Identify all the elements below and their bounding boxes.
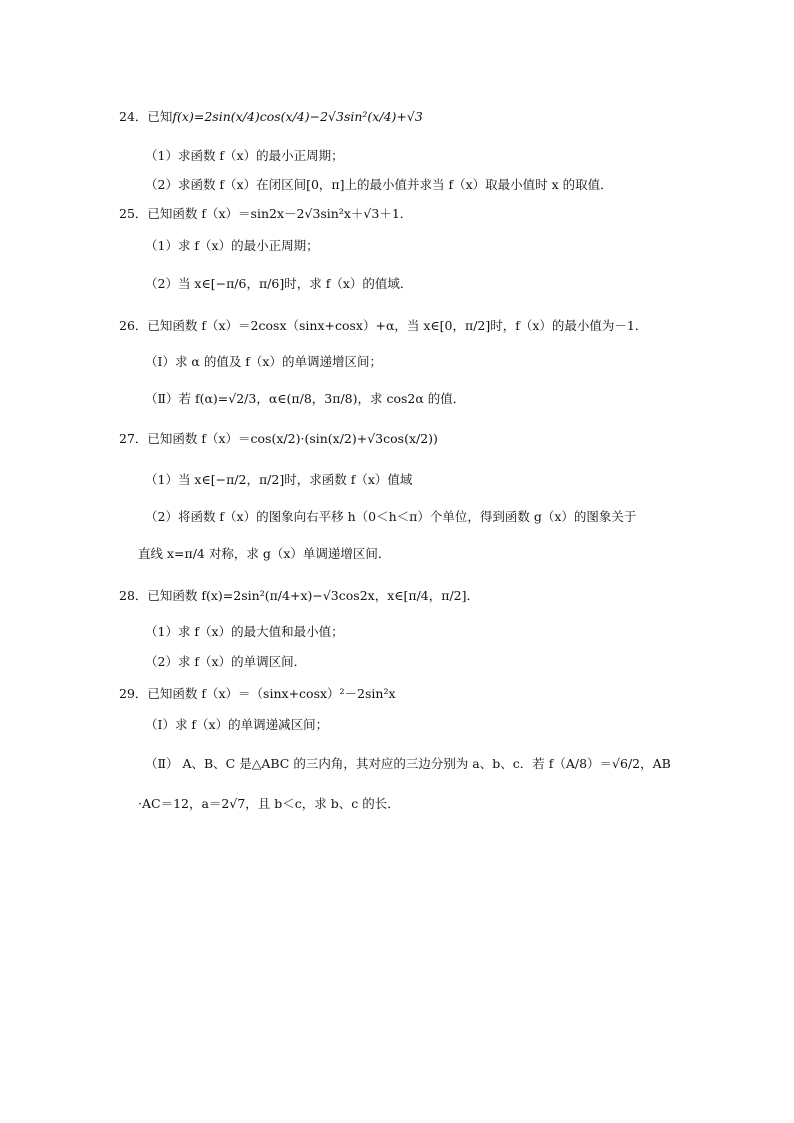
formula: f(x)=2sin(x/4)cos(x/4)−2√3sin²(x/4)+√3: [172, 109, 423, 124]
problem-25-part-2: （2）当 x∈[−π/6，π/6]时，求 f（x）的值域．: [145, 276, 413, 291]
problem-27-part-2: （2）将函数 f（x）的图象向右平移 h（0＜h＜π）个单位，得到函数 g（x）的图象关于: [145, 509, 637, 524]
problem-29-part-2: （Ⅱ） A、B、C 是△ABC 的三内角，其对应的三边分别为 a、b、c．若 f（A/8）＝√6/2，AB: [145, 756, 671, 771]
problem-28-part-2: （2）求 f（x）的单调区间．: [145, 654, 307, 669]
problem-number: 28．: [119, 588, 148, 603]
problem-25-stem: 25．已知函数 f（x）＝sin2x－2√3sin²x＋√3＋1．: [119, 206, 413, 221]
problem-25-part-1: （1）求 f（x）的最小正周期；: [145, 238, 319, 253]
problem-27-part-2-cont: 直线 x=π/4 对称，求 g（x）单调递增区间．: [138, 546, 391, 561]
problem-number: 25．: [119, 206, 148, 221]
problem-number: 27．: [119, 431, 148, 446]
problem-29-part-2-cont: ·AC＝12，a＝2√7，且 b＜c，求 b、c 的长．: [138, 796, 400, 811]
problem-number: 26．: [119, 318, 148, 333]
problem-number: 29．: [119, 686, 148, 701]
problem-26-stem: 26．已知函数 f（x）＝2cosx（sinx+cosx）+α，当 x∈[0，π/2]时，f（x）的最小值为－1．: [119, 318, 648, 333]
problem-28-stem: 28．已知函数 f(x)=2sin²(π/4+x)−√3cos2x，x∈[π/4，π/2]．: [119, 588, 480, 603]
problem-26-part-2: （Ⅱ）若 f(α)=√2/3，α∈(π/8，3π/8)，求 cos2α 的值．: [145, 391, 466, 406]
problem-24-stem: 24．已知f(x)=2sin(x/4)cos(x/4)−2√3sin²(x/4)+√3: [119, 109, 423, 124]
problem-24-part-1: （1）求函数 f（x）的最小正周期；: [145, 148, 344, 163]
problem-29-stem: 29．已知函数 f（x）＝（sinx+cosx）²－2sin²x: [119, 686, 396, 701]
problem-26-part-1: （Ⅰ）求 α 的值及 f（x）的单调递增区间；: [145, 354, 382, 369]
problem-24-part-2: （2）求函数 f（x）在闭区间[0，π]上的最小值并求当 f（x）取最小值时 x 的取值．: [145, 177, 613, 192]
problem-27-stem: 27．已知函数 f（x）＝cos(x/2)·(sin(x/2)+√3cos(x/2)): [119, 431, 438, 446]
problem-27-part-1: （1）当 x∈[−π/2，π/2]时，求函数 f（x）值域: [145, 472, 413, 487]
problem-29-part-1: （Ⅰ）求 f（x）的单调递减区间；: [145, 717, 329, 732]
problem-28-part-1: （1）求 f（x）的最大值和最小值；: [145, 624, 344, 639]
problem-number: 24．: [119, 109, 148, 124]
